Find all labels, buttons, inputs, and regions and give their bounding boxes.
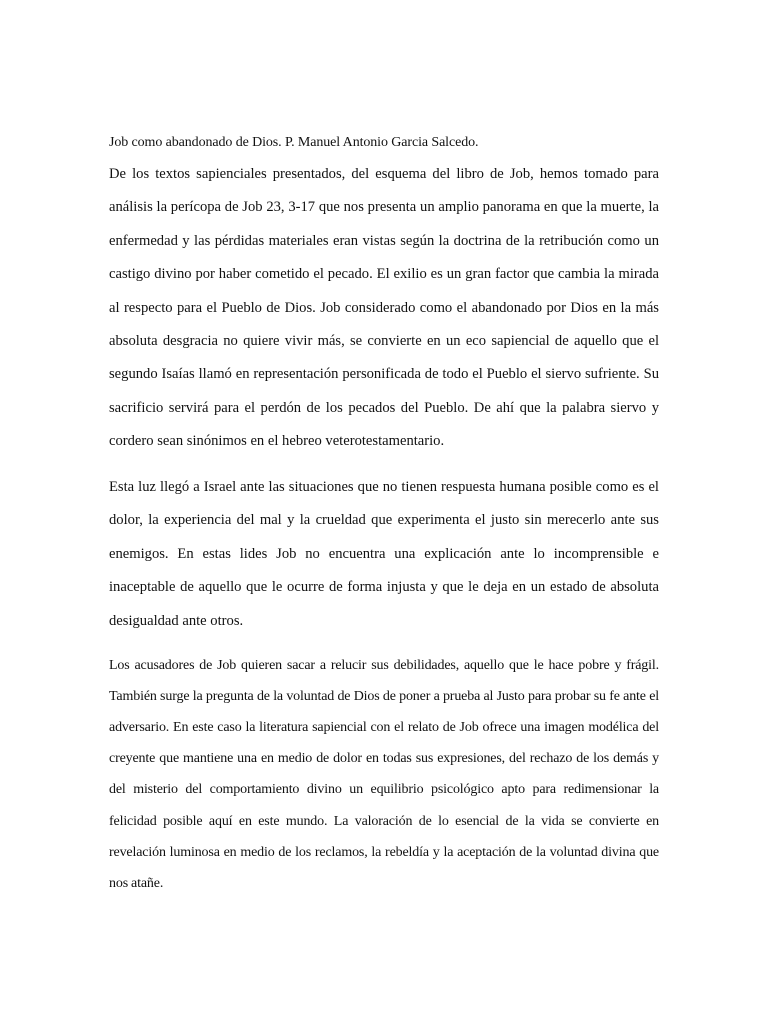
paragraph-2: Esta luz llegó a Israel ante las situaciones que no tienen respuesta humana posible como es el dolor, la experiencia del mal y la crueldad que experimenta el justo sin merecerlo ante sus enemigos. En estas lides Job no encuentra una explicación ante lo incomprensible e inaceptable de aquello que le ocurre de forma injusta y que le deja en un estado de absoluta desigualdad ante otros.	[109, 478, 659, 630]
paragraph-3: Los acusadores de Job quieren sacar a relucir sus debilidades, aquello que le hace pobre y frágil. También surge la pregunta de la voluntad de Dios de poner a prueba al Justo para probar su fe ante el adversario. En este caso la literatura sapiencial con el relato de Job ofrece una imagen modélica del creyente que mantiene una en medio de dolor en todas sus expresiones, del rechazo de los demás y del misterio del comportamiento divino un equilibrio psicológico apto para redimensionar la felicidad posible aquí en este mundo. La valoración de lo esencial de la vida se convierte en revelación luminosa en medio de los reclamos, la rebeldía y la aceptación de la voluntad divina que nos atañe.	[109, 657, 659, 892]
document-page	[109, 132, 659, 899]
document-title: Job como abandonado de Dios. P. Manuel Antonio Garcia Salcedo.	[109, 135, 479, 150]
paragraph-1: De los textos sapienciales presentados, del esquema del libro de Job, hemos tomado para análisis la perícopa de Job 23, 3-17 que nos presenta un amplio panorama en que la muerte, la enfermedad y las pérdidas materiales eran vistas según la doctrina de la retribución como un castigo divino por haber cometido el pecado. El exilio es un gran factor que cambia la mirada al respecto para el Pueblo de Dios. Job considerado como el abandonado por Dios en la más absoluta desgracia no quiere vivir más, se convierte en un eco sapiencial de aquello que el segundo Isaías llamó en representación personificada de todo el Pueblo el siervo sufriente. Su sacrificio servirá para el perdón de los pecados del Pueblo. De ahí que la palabra siervo y cordero sean sinónimos en el hebreo veterotestamentario.	[109, 166, 659, 450]
